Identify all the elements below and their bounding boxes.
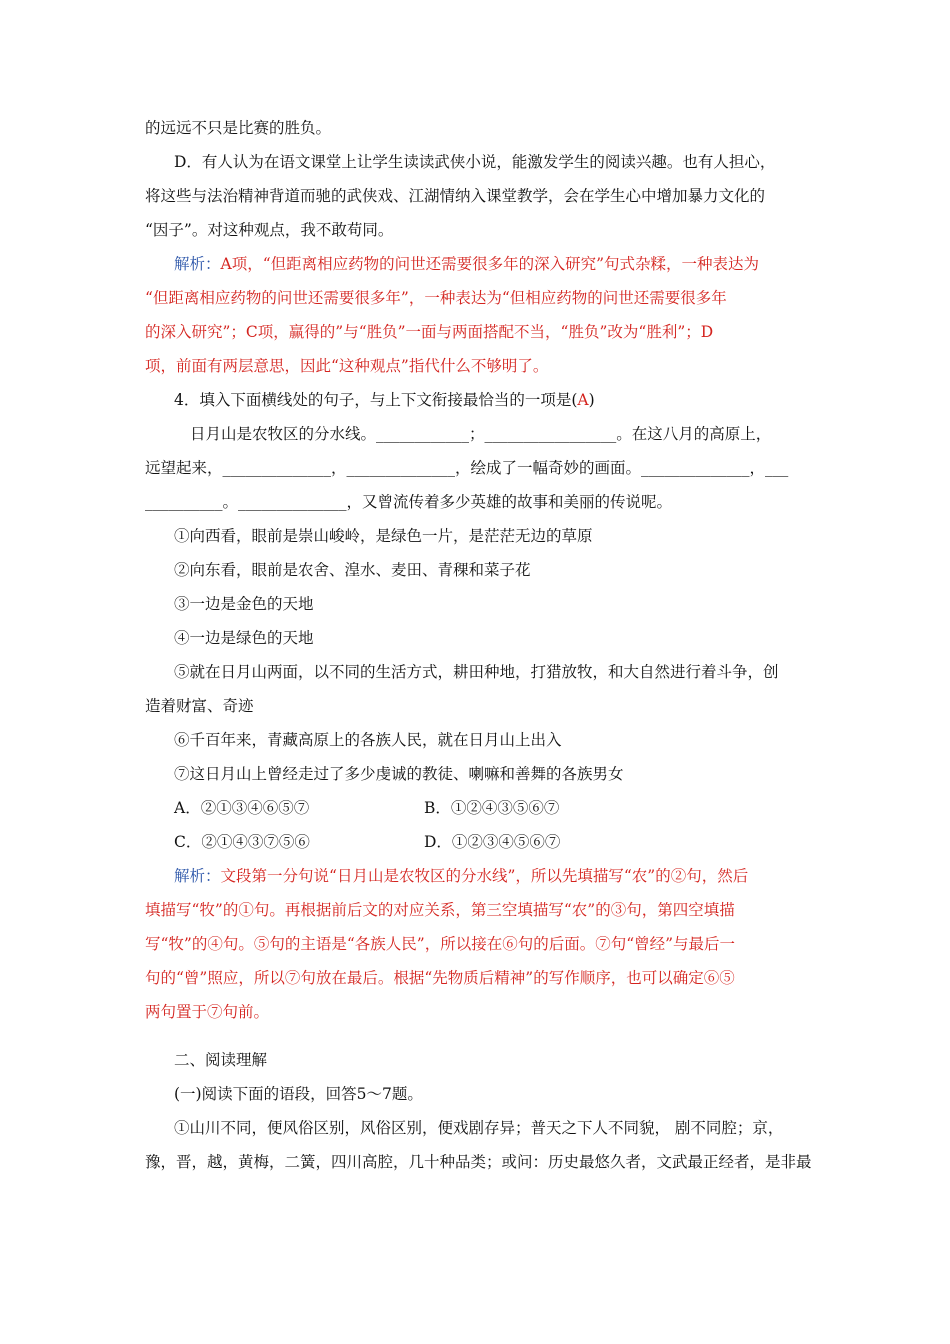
answer-option: B．①②④③⑤⑥⑦: [424, 799, 560, 817]
answer-options-row: [145, 798, 810, 818]
analysis-1-line: 解析：A项，“但距离相应药物的问世还需要很多年的深入研究”句式杂糅，一种表达为: [174, 255, 760, 273]
sentence-item: ⑦这日月山上曾经走过了多少虔诚的教徒、喇嘛和善舞的各族男女: [174, 765, 624, 783]
option-c-tail: 的远远不只是比赛的胜负。: [145, 119, 332, 137]
section-title: 二、阅读理解: [174, 1051, 268, 1069]
answer-option: D．①②③④⑤⑥⑦: [424, 833, 561, 851]
sentence-item: ①向西看，眼前是崇山峻岭，是绿色一片，是茫茫无边的草原: [174, 527, 593, 545]
analysis-2-line: 两句置于⑦句前。: [145, 1003, 270, 1021]
answer-options-row: [145, 832, 810, 852]
option-d-line: 将这些与法治精神背道而驰的武侠戏、江湖情纳入课堂教学，会在学生心中增加暴力文化的: [145, 187, 766, 205]
sentence-item: ②向东看，眼前是农舍、湟水、麦田、青稞和菜子花: [174, 561, 531, 579]
analysis-label: 解析：: [174, 255, 221, 273]
sentence-item: ⑤就在日月山两面，以不同的生活方式，耕田种地，打猎放牧，和大自然进行着斗争，创: [174, 663, 779, 681]
sentence-item: ⑥千百年来，青藏高原上的各族人民，就在日月山上出入: [174, 731, 562, 749]
reading-paragraph-line: ①山川不同，便风俗区别，风俗区别，便戏剧存异；普天之下人不同貌， 剧不同腔；京，: [174, 1119, 784, 1137]
reading-paragraph-line: 豫，晋，越，黄梅，二簧，四川高腔，几十种品类；或问：历史最悠久者，文武最正经者，是非最: [145, 1153, 812, 1171]
document-page: [145, 118, 810, 1172]
analysis-2-line: 填描写“牧”的①句。再根据前后文的对应关系，第三空填描写“农”的③句，第四空填描: [145, 901, 735, 919]
sentence-item: 造着财富、奇迹: [145, 697, 254, 715]
analysis-label: 解析：: [174, 867, 221, 885]
analysis-2-line: 句的“曾”照应，所以⑦句放在最后。根据“先物质后精神”的写作顺序，也可以确定⑥⑤: [145, 969, 735, 987]
answer-letter: A: [577, 391, 589, 409]
sentence-item: ④一边是绿色的天地: [174, 629, 314, 647]
analysis-1-line: 项，前面有两层意思，因此“这种观点”指代什么不够明了。: [145, 357, 549, 375]
analysis-2-line: 写“牧”的④句。⑤句的主语是“各族人民”，所以接在⑥句的后面。⑦句“曾经”与最后一: [145, 935, 736, 953]
passage-line: 远望起来，______________，______________，绘成了一幅奇妙的画面。______________，___: [145, 459, 789, 477]
answer-option: A．②①③④⑥⑤⑦: [174, 799, 310, 817]
question-4-stem: 4．填入下面横线处的句子，与上下文衔接最恰当的一项是(A): [174, 391, 595, 409]
sentence-item: ③一边是金色的天地: [174, 595, 314, 613]
passage-line: 日月山是农牧区的分水线。____________；_________________。在这八月的高原上，: [190, 425, 772, 443]
analysis-2-line: 解析：文段第一分句说“日月山是农牧区的分水线”，所以先填描写“农”的②句，然后: [174, 867, 749, 885]
analysis-1-line: 的深入研究”；C项，赢得的”与“胜负”一面与两面搭配不当，“胜负”改为“胜利”；D: [145, 323, 714, 341]
analysis-1-line: “但距离相应药物的问世还需要很多年”，一种表达为“但相应药物的问世还需要很多年: [145, 289, 727, 307]
passage-line: __________。______________，又曾流传着多少英雄的故事和美丽的传说呢。: [145, 493, 673, 511]
section-subtitle: (一)阅读下面的语段，回答5～7题。: [174, 1085, 423, 1103]
answer-option: C．②①④③⑦⑤⑥: [174, 833, 310, 851]
option-d-line: “因子”。对这种观点，我不敢苟同。: [145, 221, 394, 239]
option-d-line: D．有人认为在语文课堂上让学生读读武侠小说，能激发学生的阅读兴趣。也有人担心，: [174, 153, 776, 171]
